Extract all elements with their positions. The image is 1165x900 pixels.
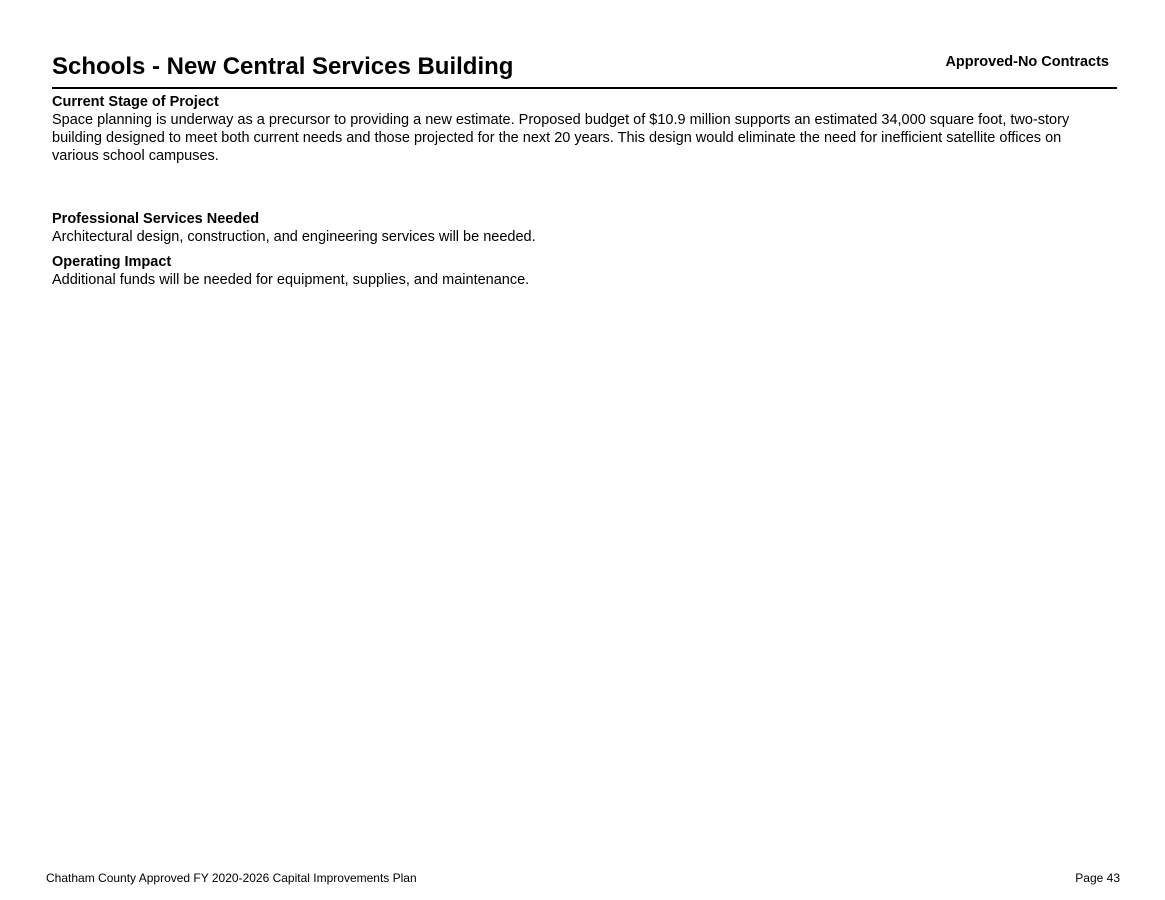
- page-header: [52, 50, 1117, 89]
- professional-services-section: [52, 211, 1082, 246]
- page-title: Schools - New Central Services Building: [52, 53, 514, 80]
- footer-document-title: Chatham County Approved FY 2020-2026 Capital Improvements Plan: [46, 871, 417, 885]
- operating-impact-heading: Operating Impact: [52, 254, 172, 270]
- professional-services-body: Architectural design, construction, and engineering services will be needed.: [52, 229, 536, 245]
- footer-page-number: Page 43: [1075, 871, 1120, 885]
- current-stage-section: [52, 94, 1082, 165]
- operating-impact-body: Additional funds will be needed for equipment, supplies, and maintenance.: [52, 272, 530, 288]
- professional-services-heading: Professional Services Needed: [52, 211, 260, 227]
- operating-impact-section: [52, 254, 1082, 289]
- current-stage-heading: Current Stage of Project: [52, 94, 219, 110]
- current-stage-body: Space planning is underway as a precursor to providing a new estimate. Proposed budget of $10.9 million supports an estimated 34,000 square foot, two-story building designed to meet both current needs and those projected for the next 20 years. This design would eliminate the need for inefficient satellite offices on various school campuses.: [52, 112, 1070, 164]
- status-label: Approved-No Contracts: [945, 54, 1109, 70]
